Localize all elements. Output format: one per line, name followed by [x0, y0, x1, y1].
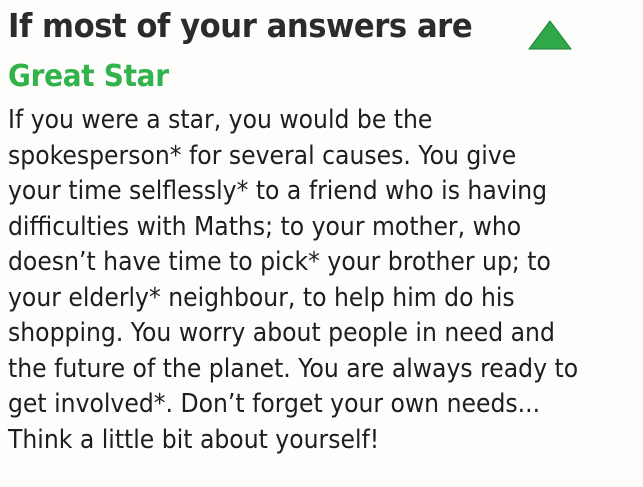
body-line: your time selflessly* to a friend who is having: [8, 176, 548, 206]
body-line: doesn’t have time to pick* your brother up; to: [8, 247, 551, 277]
body-line: If you were a star, you would be the: [8, 105, 433, 135]
body-line: your elderly* neighbour, to help him do his: [8, 282, 515, 313]
body-line: the future of the planet. You are always ready to: [8, 353, 579, 384]
body-line: get involved*. Don’t forget your own needs...: [8, 389, 541, 419]
body-line: shopping. You worry about people in need and: [8, 318, 555, 348]
triangle-shape: [529, 21, 571, 49]
subheading: Great Star: [8, 59, 169, 94]
body-line: Think a little bit about yourself!: [8, 424, 380, 455]
heading: If most of your answers are: [8, 6, 473, 45]
body-paragraph: [8, 103, 638, 458]
green-triangle-icon: [528, 20, 572, 50]
heading-row: [8, 6, 507, 46]
body-line: difficulties with Maths; to your mother, who: [8, 211, 522, 242]
body-line: spokesperson* for several causes. You give: [8, 140, 517, 171]
